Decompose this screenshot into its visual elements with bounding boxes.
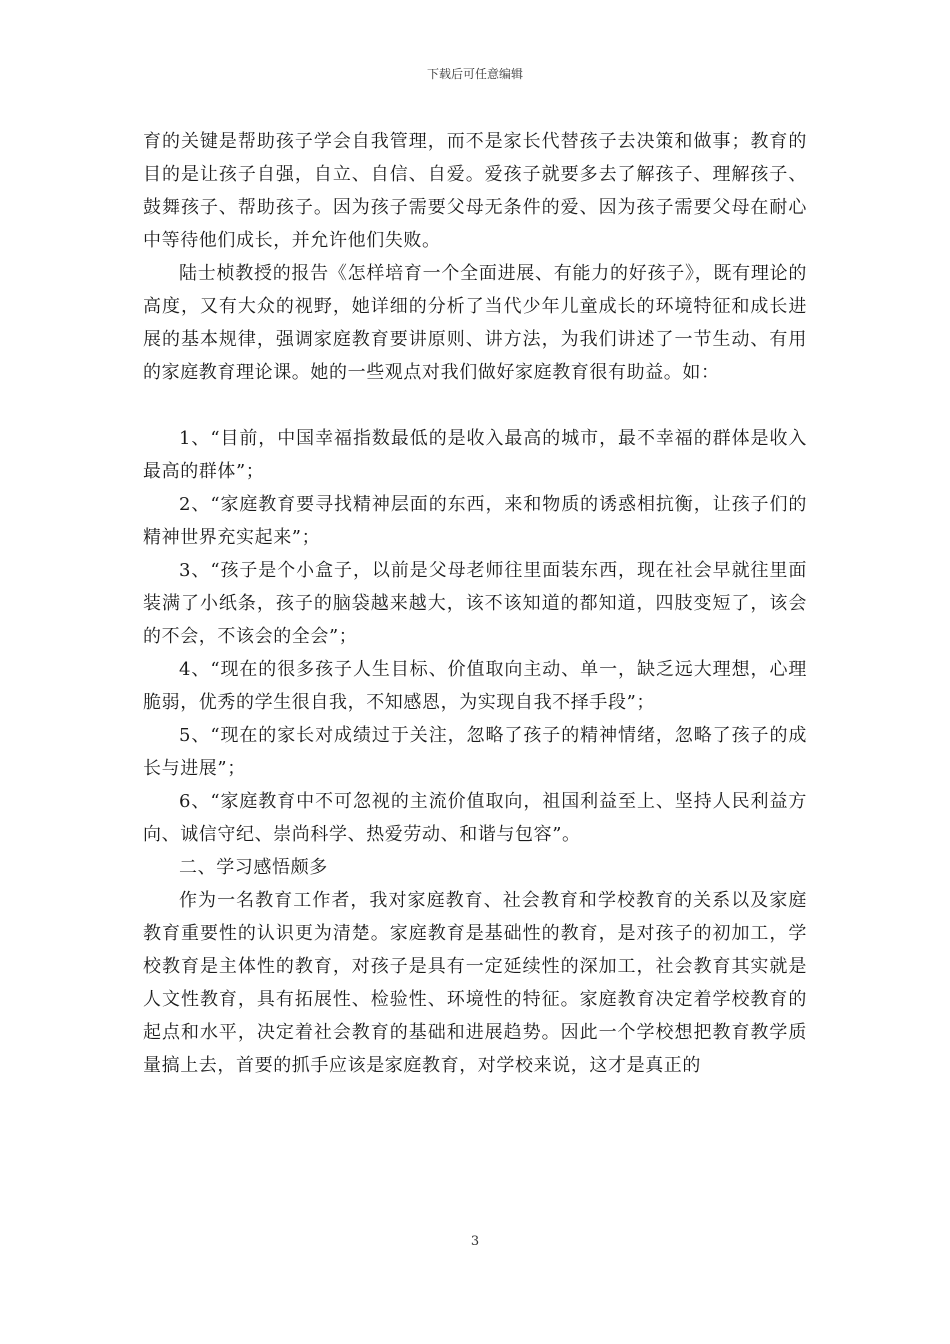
body-text — [143, 125, 807, 1082]
paragraph-continued: 育的关键是帮助孩子学会自我管理，而不是家长代替孩子去决策和做事；教育的目的是让孩子自强，自立、自信、自爱。爱孩子就要多去了解孩子、理解孩子、鼓舞孩子、帮助孩子。因为孩子需要父母无条件的爱、因为孩子需要父母在耐心中等待他们成长，并允许他们失败。 — [143, 131, 807, 251]
paragraph-report-summary: 陆士桢教授的报告《怎样培育一个全面进展、有能力的好孩子》，既有理论的高度，又有大众的视野，她详细的分析了当代少年儿童成长的环境特征和成长进展的基本规律，强调家庭教育要讲原则、讲方法，为我们讲述了一节生动、有用的家庭教育理论课。她的一些观点对我们做好家庭教育很有助益。如： — [143, 263, 807, 383]
list-item-6: 6、“家庭教育中不可忽视的主流价值取向，祖国利益至上、坚持人民利益方向、诚信守纪、崇尚科学、热爱劳动、和谐与包容”。 — [143, 791, 807, 845]
list-item-4: 4、“现在的很多孩子人生目标、价值取向主动、单一，缺乏远大理想，心理脆弱，优秀的学生很自我，不知感恩，为实现自我不择手段”； — [143, 659, 807, 713]
section-heading: 二、学习感悟颇多 — [179, 857, 328, 878]
list-item-5: 5、“现在的家长对成绩过于关注，忽略了孩子的精神情绪，忽略了孩子的成长与进展”； — [143, 725, 807, 779]
page-header: 下载后可任意编辑 — [426, 67, 523, 81]
list-item-3: 3、“孩子是个小盒子，以前是父母老师往里面装东西，现在社会早就往里面装满了小纸条，孩子的脑袋越来越大，该不该知道的都知道，四肢变短了，该会的不会，不该会的全会”； — [143, 560, 807, 647]
paragraph-reflection: 作为一名教育工作者，我对家庭教育、社会教育和学校教育的关系以及家庭教育重要性的认识更为清楚。家庭教育是基础性的教育，是对孩子的初加工，学校教育是主体性的教育，对孩子是具有一定延续性的深加工，社会教育其实就是人文性教育，具有拓展性、检验性、环境性的特征。家庭教育决定着学校教育的起点和水平，决定着社会教育的基础和进展趋势。因此一个学校想把教育教学质量搞上去，首要的抓手应该是家庭教育，对学校来说，这才是真正的 — [143, 890, 807, 1076]
page-number: 3 — [470, 1234, 480, 1249]
list-item-2: 2、“家庭教育要寻找精神层面的东西，来和物质的诱惑相抗衡，让孩子们的精神世界充实起来”； — [143, 494, 807, 548]
list-item-1: 1、“目前，中国幸福指数最低的是收入最高的城市，最不幸福的群体是收入最高的群体”； — [143, 428, 807, 482]
blank-line — [143, 389, 807, 422]
